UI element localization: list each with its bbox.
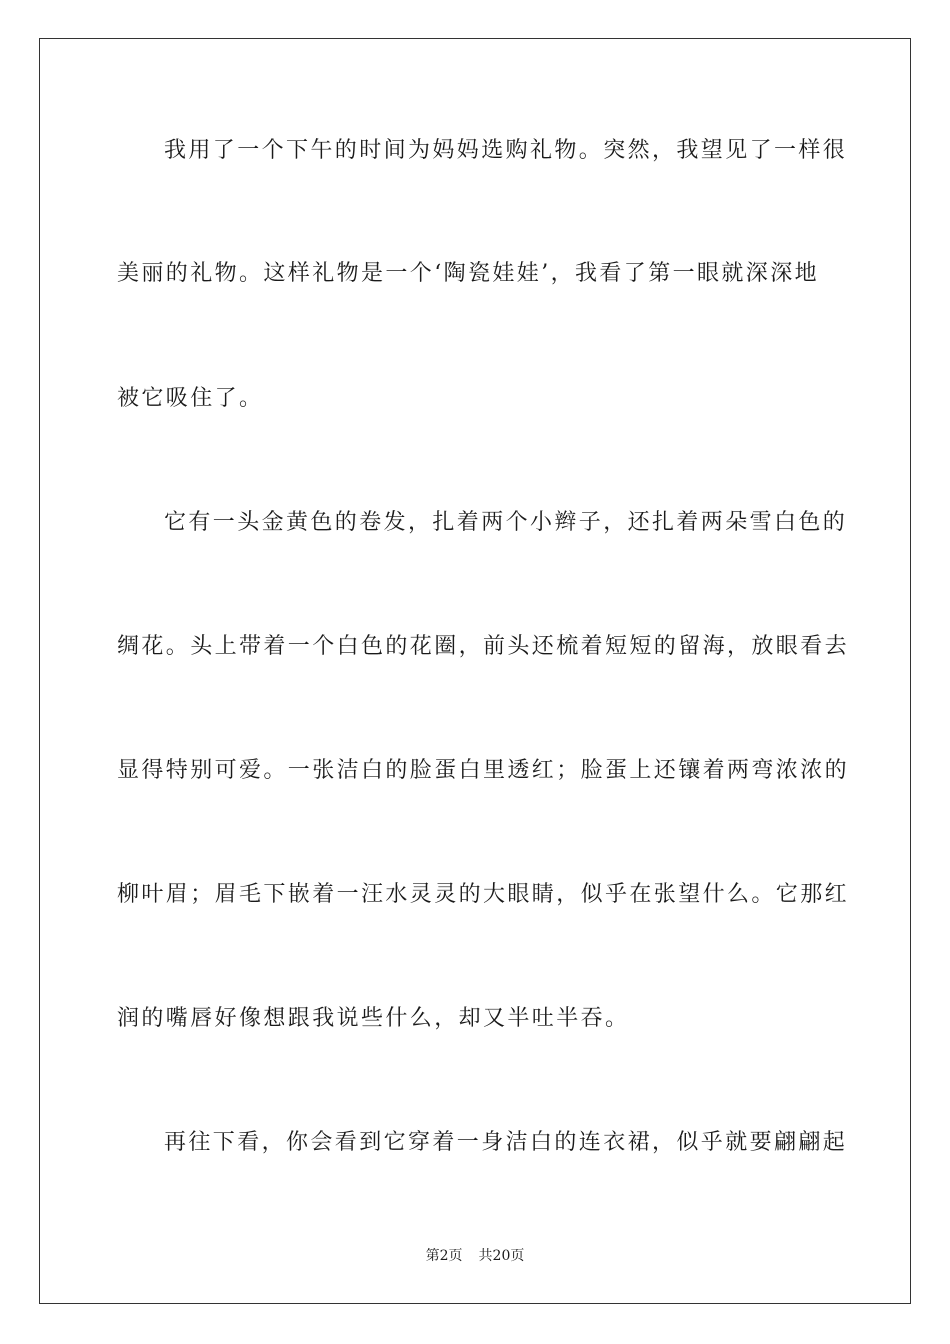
page-total: 共20页	[478, 1248, 525, 1264]
paragraph-line: 它有一头金黄色的卷发，扎着两个小辫子，还扎着两朵雪白色的	[164, 510, 848, 535]
paragraph-line: 柳叶眉；眉毛下嵌着一汪水灵灵的大眼睛，似乎在张望什么。它那红	[117, 882, 850, 907]
paragraph-line: 绸花。头上带着一个白色的花圈，前头还梳着短短的留海，放眼看去	[117, 634, 850, 659]
paragraph-line: 润的嘴唇好像想跟我说些什么，却又半吐半吞。	[117, 1006, 630, 1031]
page-footer	[0, 1247, 950, 1265]
page-number: 第2页	[425, 1248, 463, 1264]
paragraph-line: 显得特别可爱。一张洁白的脸蛋白里透红；脸蛋上还镶着两弯浓浓的	[117, 758, 850, 783]
paragraph-line: 被它吸住了。	[117, 386, 264, 411]
paragraph-line: 再往下看，你会看到它穿着一身洁白的连衣裙，似乎就要翩翩起	[164, 1130, 848, 1155]
paragraph-line: 美丽的礼物。这样礼物是一个‘陶瓷娃娃’，我看了第一眼就深深地	[117, 261, 819, 286]
page-border	[39, 38, 911, 1304]
paragraph-line: 我用了一个下午的时间为妈妈选购礼物。突然，我望见了一样很	[164, 138, 848, 163]
